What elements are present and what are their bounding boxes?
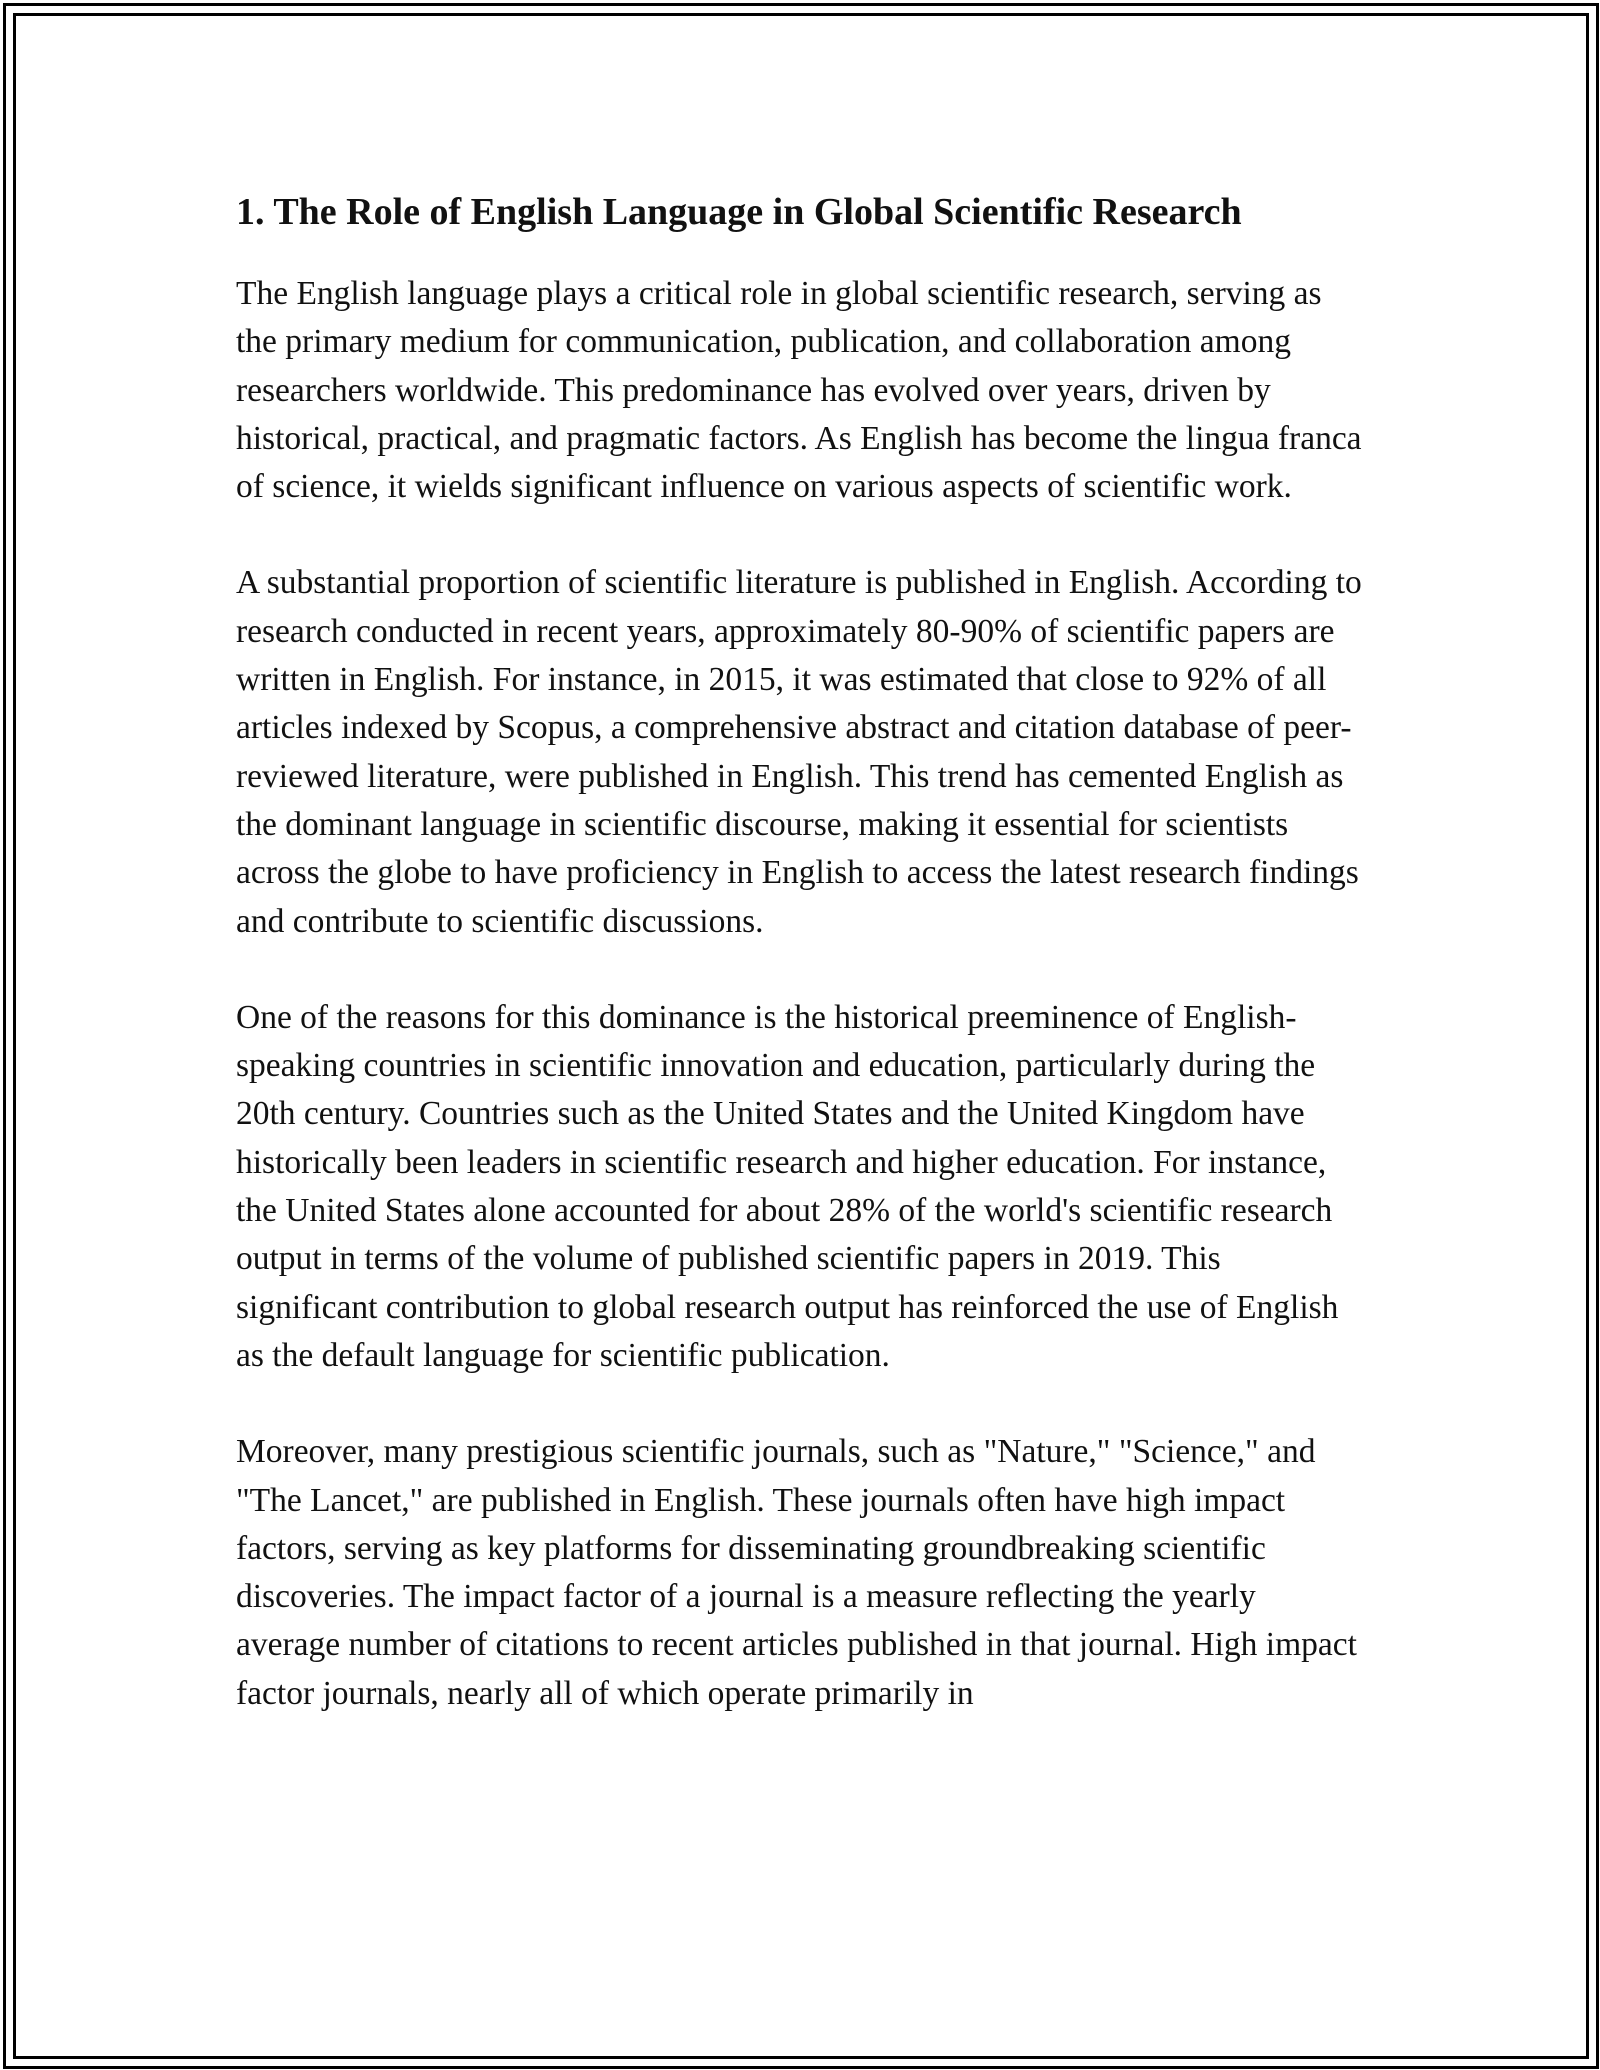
paragraph-historical-dominance: One of the reasons for this dominance is the historical preeminence of English-speaking countries in scientific innovation and education, particularly during the 20th century. Countries such as the United States and the United Kingdom have historically been leaders in scientific research and higher education. For instance, the United States alone accounted for about 28% of the world's scientific research output in terms of the volume of published scientific papers in 2019. This significant contribution to global research output has reinforced the use of English as the default language for scientific publication. xyxy=(236,998,1339,1374)
paragraph-publication-share: A substantial proportion of scientific literature is published in English. According to research conducted in recent years, approximately 80-90% of scientific papers are written in English. For instance, in 2015, it was estimated that close to 92% of all articles indexed by Scopus, a comprehensive abstract and citation database of peer-reviewed literature, were published in English. This trend has cemented English as the dominant language in scientific discourse, making it essential for scientists across the globe to have proficiency in English to access the latest research findings and contribute to scientific discussions. xyxy=(236,564,1362,940)
section-heading: 1. The Role of English Language in Global Scientific Research xyxy=(236,191,1242,233)
document-body xyxy=(236,186,1366,1766)
paragraph-intro: The English language plays a critical role in global scientific research, serving as the primary medium for communication, publication, and collaboration among researchers worldwide. This predominance has evolved over years, driven by historical, practical, and pragmatic factors. As English has become the lingua franca of science, it wields significant influence on various aspects of scientific work. xyxy=(236,275,1362,506)
paragraph-journals: Moreover, many prestigious scientific journals, such as "Nature," "Science," and "The Lancet," are published in English. These journals often have high impact factors, serving as key platforms for disseminating groundbreaking scientific discoveries. The impact factor of a journal is a measure reflecting the yearly average number of citations to recent articles published in that journal. High impact factor journals, nearly all of which operate primarily in xyxy=(236,1433,1357,1712)
